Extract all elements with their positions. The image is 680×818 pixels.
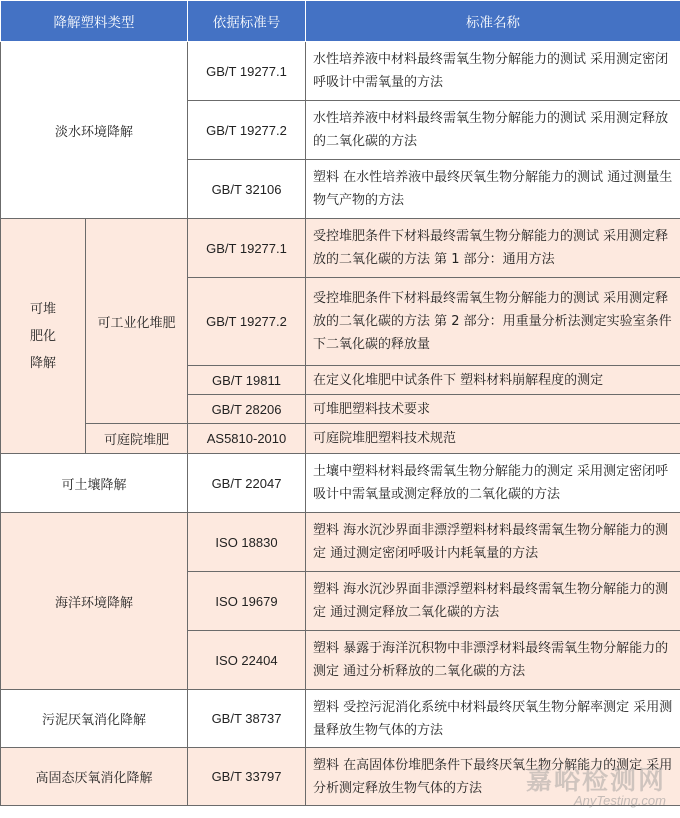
table-row — [1, 219, 680, 278]
table-row — [1, 424, 680, 454]
standard-name: 可堆肥塑料技术要求 — [306, 395, 680, 424]
standard-number: GB/T 38737 — [188, 690, 306, 748]
standard-name: 水性培养液中材料最终需氧生物分解能力的测试 采用测定密闭呼吸计中需氧量的方法 — [306, 42, 680, 101]
standard-name: 在定义化堆肥中试条件下 塑料材料崩解程度的测定 — [306, 366, 680, 395]
standard-name: 塑料 暴露于海洋沉积物中非漂浮材料最终需氧生物分解能力的测定 通过分析释放的二氧化碳的方法 — [306, 631, 680, 690]
type-high-solid: 高固态厌氧消化降解 — [1, 748, 188, 806]
standard-name: 塑料 海水沉沙界面非漂浮塑料材料最终需氧生物分解能力的测定 通过测定密闭呼吸计内耗氧量的方法 — [306, 513, 680, 572]
header-type: 降解塑料类型 — [1, 1, 188, 42]
standard-name: 塑料 在水性培养液中最终厌氧生物分解能力的测试 通过测量生物气产物的方法 — [306, 160, 680, 219]
header-standard-name: 标准名称 — [306, 1, 680, 42]
standard-number: GB/T 22047 — [188, 454, 306, 513]
watermark-cn: 嘉峪检测网 — [525, 766, 666, 796]
standard-number: GB/T 33797 — [188, 748, 306, 806]
type-freshwater: 淡水环境降解 — [1, 42, 188, 219]
standard-number: GB/T 19811 — [188, 366, 306, 395]
standard-name: 塑料 在高固体份堆肥条件下最终厌氧生物分解能力的测定 采用分析测定释放生物气体的方法 — [306, 748, 680, 806]
type-soil: 可土壤降解 — [1, 454, 188, 513]
standard-number: ISO 19679 — [188, 572, 306, 631]
standard-number: GB/T 19277.2 — [188, 278, 306, 366]
table-row — [1, 454, 680, 513]
table-header-row — [1, 1, 680, 42]
standard-number: ISO 22404 — [188, 631, 306, 690]
standard-number: ISO 18830 — [188, 513, 306, 572]
standard-number: GB/T 19277.1 — [188, 219, 306, 278]
standard-name: 土壤中塑料材料最终需氧生物分解能力的测定 采用测定密闭呼吸计中需氧量或测定释放的二氧化碳的方法 — [306, 454, 680, 513]
standard-name: 受控堆肥条件下材料最终需氧生物分解能力的测试 采用测定释放的二氧化碳的方法 第 2 部分：用重量分析法测定实验室条件下二氧化碳的释放量 — [306, 278, 680, 366]
standard-name: 可庭院堆肥塑料技术规范 — [306, 424, 680, 454]
subtype-industrial-compost: 可工业化堆肥 — [86, 219, 188, 424]
type-compost: 可堆肥化降解 — [1, 219, 86, 454]
standard-number: GB/T 19277.1 — [188, 42, 306, 101]
standard-number: GB/T 19277.2 — [188, 101, 306, 160]
table-row — [1, 690, 680, 748]
standard-name: 受控堆肥条件下材料最终需氧生物分解能力的测试 采用测定释放的二氧化碳的方法 第 1 部分：通用方法 — [306, 219, 680, 278]
table-row — [1, 513, 680, 572]
type-sludge: 污泥厌氧消化降解 — [1, 690, 188, 748]
table-row — [1, 748, 680, 806]
standard-number: GB/T 32106 — [188, 160, 306, 219]
watermark-en: AnyTesting.com — [573, 793, 666, 808]
standard-number: GB/T 28206 — [188, 395, 306, 424]
standard-name: 塑料 海水沉沙界面非漂浮塑料材料最终需氧生物分解能力的测定 通过测定释放二氧化碳的方法 — [306, 572, 680, 631]
standard-name: 水性培养液中材料最终需氧生物分解能力的测试 采用测定释放的二氧化碳的方法 — [306, 101, 680, 160]
subtype-home-compost: 可庭院堆肥 — [86, 424, 188, 454]
standard-name: 塑料 受控污泥消化系统中材料最终厌氧生物分解率测定 采用测量释放生物气体的方法 — [306, 690, 680, 748]
type-marine: 海洋环境降解 — [1, 513, 188, 690]
standard-number: AS5810-2010 — [188, 424, 306, 454]
table-row — [1, 42, 680, 101]
header-standard-number: 依据标准号 — [188, 1, 306, 42]
